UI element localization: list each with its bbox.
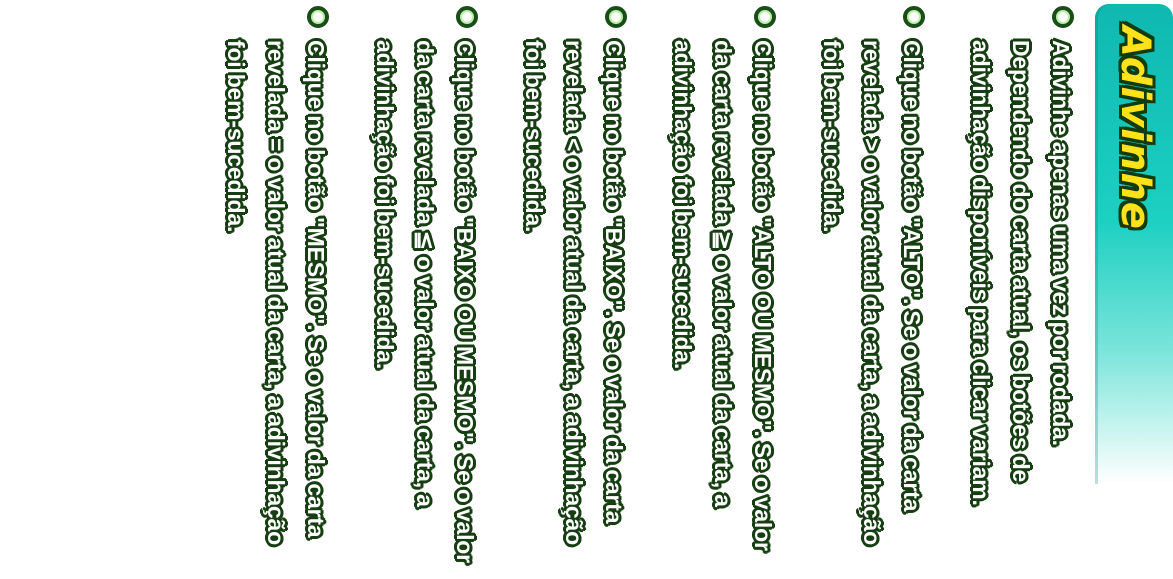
bullet-icon [307, 6, 329, 28]
rule-item [514, 4, 634, 576]
rule-text: Clique no botão "BAIXO OU MESMO". Se o valor da carta revelada ≦ o valor atual da carta, a adivinhação foi bem-sucedida. [372, 40, 478, 563]
bullet-icon [456, 6, 478, 28]
rule-item [663, 4, 783, 576]
bullet-icon [754, 6, 776, 28]
bullet-icon [605, 6, 627, 28]
header-tab [1095, 4, 1173, 484]
rule-item [961, 4, 1081, 576]
rules-list [187, 4, 1081, 576]
rule-item [216, 4, 336, 576]
rule-text: Clique no botão "ALTO". Se o valor da carta revelada > o valor atual da carta, a adivinhação foi bem-sucedida. [819, 40, 925, 545]
rule-item [365, 4, 485, 576]
bullet-icon [1052, 6, 1074, 28]
rule-text: Clique no botão "ALTO OU MESMO". Se o valor da carta revelada ≧ o valor atual da carta, a adivinhação foi bem-sucedida. [670, 40, 776, 551]
page-title: Adivinhe [1112, 26, 1158, 230]
rule-text: Clique no botão "MESMO". Se o valor da carta revelada = o valor atual da carta, a adivinhação foi bem-sucedida. [223, 40, 329, 545]
rule-text: Clique no botão "BAIXO". Se o valor da carta revelada < o valor atual da carta, a adivinhação foi bem-sucedida. [521, 40, 627, 545]
rule-text: Adivinhe apenas uma vez por rodada. Dependendo do carta atual, os botões de adivinhação disponíveis para clicar variam. [968, 40, 1074, 506]
rule-item [812, 4, 932, 576]
bullet-icon [903, 6, 925, 28]
